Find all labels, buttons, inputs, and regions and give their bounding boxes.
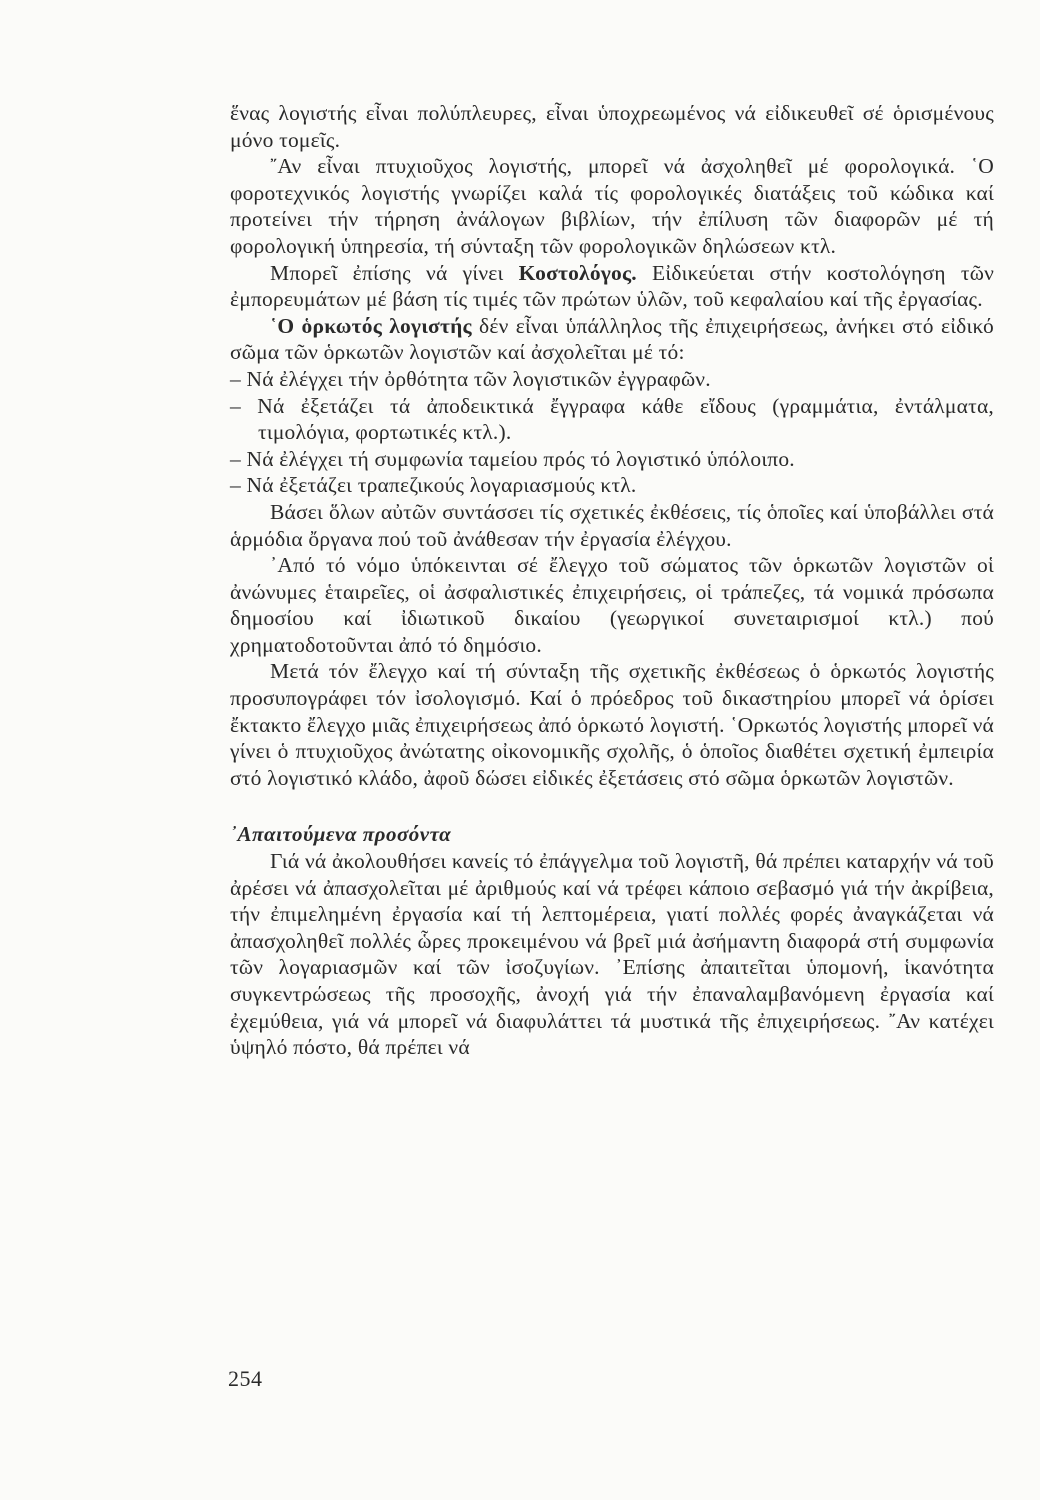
paragraph-qualifications: Γιά νά ἀκολουθήσει κανείς τό ἐπάγγελμα τοῦ λογιστῆ, θά πρέπει καταρχήν νά τοῦ ἀρέσει νά ἀπασχολεῖται μέ ἀριθμούς καί νά τρέφει κάποιο σεβασμό γιά τήν ἀκρίβεια, τήν ἐπιμελημένη ἐργασία καί τή λεπτομέρεια, γιατί πολλές φορές ἀναγκάζεται νά ἀπασχοληθεῖ πολλές ὧρες προκειμένου νά βρεῖ μιά ἀσήμαντη διαφορά στή συμφωνία τῶν λογαριασμῶν καί τῶν ἰσοζυγίων. ᾿Επίσης ἀπαιτεῖται ὑπομονή, ἱκανότητα συγκεντρώσεως τῆς προσοχῆς, ἀνοχή γιά τήν ἐπαναλαμβανόμενη ἐργασία καί ἐχεμύθεια, γιά νά μπορεῖ νά διαφυλάττει τά μυστικά τῆς ἐπιχειρήσεως. ῎Αν κατέχει ὑψηλό πόστο, θά πρέπει νά — [230, 849, 994, 1060]
paragraph-sworn-accountant: ῾Ο ὁρκωτός λογιστής δέν εἶναι ὑπάλληλος τῆς ἐπιχειρήσεως, ἀνήκει στό εἰδικό σῶμα τῶν ὁρκωτῶν λογιστῶν καί ἀσχολεῖται μέ τό: — [230, 313, 995, 365]
list-item: – Νά ἐλέγχει τήν ὀρθότητα τῶν λογιστικῶν ἐγγραφῶν. — [230, 366, 711, 391]
list-item: – Νά ἐξετάζει τραπεζικούς λογαριασμούς κτλ. — [230, 473, 637, 498]
paragraph-cost-accountant: Μπορεῖ ἐπίσης νά γίνει Κοστολόγος. Εἰδικεύεται στήν κοστολόγηση τῶν ἐμπορευμάτων μέ βάση τίς τιμές τῶν πρώτων ὑλῶν, τοῦ κεφαλαίου καί τῆς ἐργασίας. — [230, 260, 994, 312]
term-cost-accountant: Κοστολόγος. — [518, 260, 637, 285]
section-heading: ᾿Απαιτούμενα προσόντα — [230, 822, 452, 847]
paragraph-reports: Βάσει ὅλων αὐτῶν συντάσσει τίς σχετικές ἐκθέσεις, τίς ὁποῖες καί ὑποβάλλει στά ἁρμόδια ὄργανα πού τοῦ ἀνάθεσαν τήν ἐργασία ἐλέγχου. — [230, 499, 994, 551]
paragraph-audited-entities: ᾿Από τό νόμο ὑπόκεινται σέ ἔλεγχο τοῦ σώματος τῶν ὁρκωτῶν λογιστῶν οἱ ἀνώνυμες ἑταιρεῖες, οἱ ἀσφαλιστικές ἐπιχειρήσεις, οἱ τράπεζες, τά νομικά πρόσωπα δημοσίου καί ἰδιωτικοῦ δικαίου (γεωργικοί συνεταιρισμοί κτλ.) πού χρηματοδοτοῦνται ἀπό τό δημόσιο. — [230, 553, 994, 657]
list-item: – Νά ἐλέγχει τή συμφωνία ταμείου πρός τό λογιστικό ὑπόλοιπο. — [230, 446, 795, 471]
list-item: – Νά ἐξετάζει τά ἀποδεικτικά ἔγγραφα κάθε εἴδους (γραμμάτια, ἐντάλματα, τιμολόγια, φορτωτικές κτλ.). — [230, 393, 994, 445]
paragraph-continuation: ἕνας λογιστής εἶναι πολύπλευρες, εἶναι ὑποχρεωμένος νά εἰδικευθεῖ σέ ὁρισμένους μόνο τομεῖς. — [230, 101, 994, 152]
page-number: 254 — [228, 1366, 263, 1391]
body-text — [230, 100, 994, 1061]
paragraph-tax-accountant: ῎Αν εἶναι πτυχιοῦχος λογιστής, μπορεῖ νά ἀσχοληθεῖ μέ φορολογικά. ῾Ο φοροτεχνικός λογιστής γνωρίζει καλά τίς φορολογικές διατάξεις τοῦ κώδικα καί προτείνει τήν τήρηση ἀνάλογων βιβλίων, τήν ἐπίλυση τῶν διαφορῶν μέ τή φορολογική ὑπηρεσία, τή σύνταξη τῶν φορολογικῶν δηλώσεων κτλ. — [230, 154, 994, 258]
paragraph-balance-sheet: Μετά τόν ἔλεγχο καί τή σύνταξη τῆς σχετικῆς ἐκθέσεως ὁ ὁρκωτός λογιστής προσυπογράφει τόν ἰσολογισμό. Καί ὁ πρόεδρος τοῦ δικαστηρίου μπορεῖ νά ὁρίσει ἔκτακτο ἔλεγχο μιᾶς ἐπιχειρήσεως ἀπό ὁρκωτό λογιστή. ῾Ορκωτός λογιστής μπορεῖ νά γίνει ὁ πτυχιοῦχος ἀνώτατης οἰκονομικῆς σχολῆς, ὁ ὁποῖος διαθέτει σχετική ἐμπειρία στό λογιστικό κλάδο, ἀφοῦ δώσει εἰδικές ἐξετάσεις στό σῶμα ὁρκωτῶν λογιστῶν. — [230, 659, 994, 790]
term-sworn-accountant: ῾Ο ὁρκωτός λογιστής — [270, 313, 472, 338]
